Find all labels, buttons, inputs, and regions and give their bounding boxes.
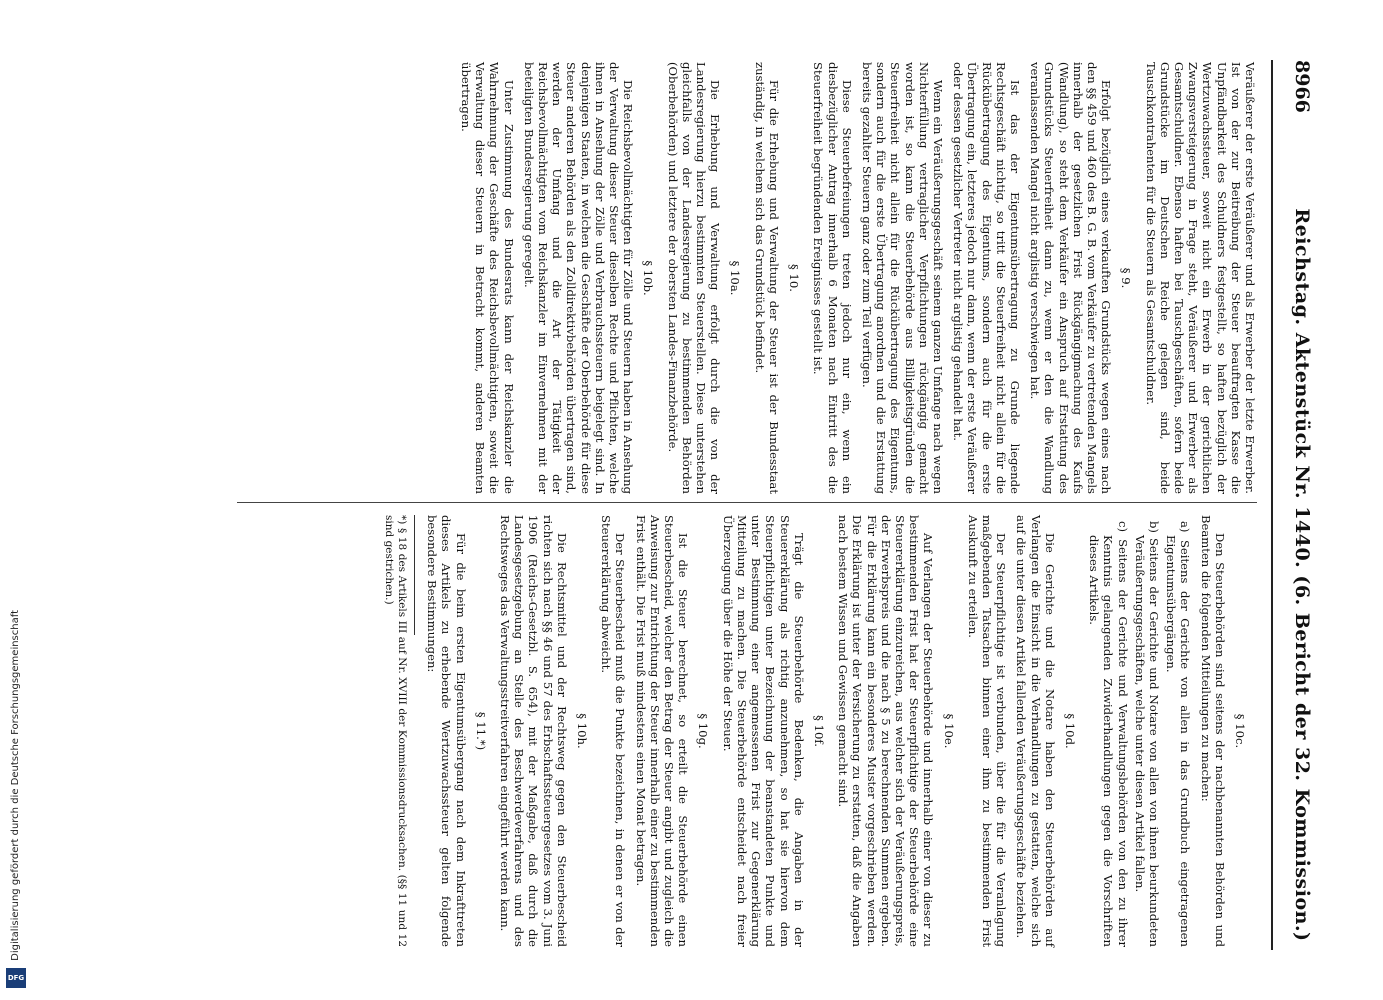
section-heading-10: § 10. bbox=[787, 264, 802, 292]
paragraph: Auf Verlangen der Steuerbehörde und innerhalb einer von dieser zu bestimmenden Frist hat der Steuerpflichtige der Steuerbehörde eine Steuererklärung einzureichen, aus welcher sich der Veräußerungspreis, der Erwerbspreis und die nach § 5 zu berechnenden Summen ergeben. Für die Erklärung kann ein besonderes Muster vorgeschrieben werden. Die Erklärung ist unter der Versicherung zu erstatten, daß die Angaben nach bestem Wissen und Gewissen gemacht sind. bbox=[836, 515, 936, 947]
paragraph: Trägt die Steuerbehörde Bedenken, die Angaben in der Steuererklärung als richtig anzunehmen, so hat sie hiervon dem Steuerpflichtigen unter Bezeichnung der beanstandeten Punkte und unter Bestimmung einer angemessenen Frist zur Gegenerklärung Mitteilung zu machen. Die Steuerbehörde entscheidet nach freier Überzeugung über die Höhe der Steuer. bbox=[720, 515, 806, 947]
left-column bbox=[453, 62, 1257, 494]
paragraph: Diese Steuerbefreiungen treten jedoch nur ein, wenn ein diesbezüglicher Antrag innerhalb 6 Monaten nach Eintritt des die Steuerfreiheit begründenden Ereignisses gestellt ist. bbox=[811, 62, 854, 494]
section-heading-10h: § 10h. bbox=[575, 713, 590, 749]
paragraph: Die Erhebung und Verwaltung erfolgt durch die von der Landesregierung hierzu bestimmten Steuerstellen. Diese unterstehen gleichfalls von der Landesregierung zu bestimmenden Behörden (Oberbehörden) und letztere der obersten Landes-Finanzbehörde. bbox=[665, 62, 723, 494]
section-heading-9: § 9. bbox=[1119, 267, 1134, 289]
paragraph: Die Gerichte und die Notare haben den Steuerbehörden auf Verlangen die Einsicht in die Verhandlungen zu gestatten, welche sich auf die unter diesen Artikel fallenden Veräußerungsgeschäfte beziehen. bbox=[1014, 515, 1057, 947]
section-heading-10a: § 10a. bbox=[728, 260, 743, 296]
dfg-logo: DFG bbox=[6, 968, 26, 988]
paragraph: Ist die Steuer berechnet, so erteilt die Steuerbehörde einen Steuerbescheid, welcher den Betrag der Steuer angibt und zugleich die Anweisung zur Entrichtung der Steuer innerhalb einer zu bestimmenden Frist enthält. Die Frist muß mindestens einen Monat betragen. bbox=[633, 515, 691, 947]
paragraph: Für die Erhebung und Verwaltung der Steuer ist der Bundesstaat zuständig, in welchem sich das Grundstück befindet. bbox=[752, 62, 781, 494]
list-item: c) Seitens der Gerichte und Verwaltungsbehörden von den zu ihrer Kenntnis gelangenden Zuwiderhandlungen gegen die Vorschriften dieses Artikels. bbox=[1087, 521, 1130, 947]
page-number: 8966 bbox=[1291, 60, 1313, 113]
section-heading-11: § 11.*) bbox=[473, 711, 488, 751]
paragraph: Ist das der Eigentumsübertragung zu Grunde liegende Rechtsgeschäft nichtig, so tritt die Steuerfreiheit nicht allein für die Rückübertragung des Eigentums, sondern auch für die erste Übertragung ein, letzteres jedoch nur dann, wenn der erste Veräußerer oder dessen gesetzlicher Vertreter nicht arglistig gehandelt hat. bbox=[951, 62, 1022, 494]
paragraph: Der Steuerpflichtige ist verbunden, über die für die Veranlagung maßgebenden Tatsachen binnen einer ihm zu bestimmenden Frist Auskunft zu erteilen. bbox=[965, 515, 1009, 947]
footnote-rule bbox=[414, 515, 415, 635]
paragraph: Der Steuerbescheid muß die Punkte bezeichnen, in denen er von der Steuererklärung abweicht. bbox=[599, 515, 628, 947]
list-item: a) Seitens der Gerichte von allen in das Grundbuch eingetragenen Eigentumsübergängen. bbox=[1164, 521, 1193, 947]
paragraph: Veräußerer der erste Veräußerer und als Erwerber der letzte Erwerber. Ist von der zur Beitreibung der Steuer beauftragten Kasse die Unpfändbarkeit des Schuldners festgestellt, so haften bezüglich der Wertzuwachssteuer, soweit nicht ein Erwerb in der gerichtlichen Zwangsversteigerung in Frage steht, Veräußerer und Erwerber als Gesamtschuldner. Ebenso haften bei Tauschgeschäften, sofern beide Grundstücke im Deutschen Reiche gelegen sind, beide Tauschkontrahenten für die Steuern als Gesamtschuldner. bbox=[1143, 62, 1257, 494]
section-heading-10g: § 10g. bbox=[696, 713, 711, 749]
running-title: Reichstag. Aktenstück Nr. 1440. (6. Bericht der 32. Kommission.) bbox=[1291, 208, 1313, 942]
paragraph: Für die beim ersten Eigentumsübergang nach dem Inkrafttreten dieses Artikels zu erhebende Wertzuwachssteuer gelten folgende besondere Bestimmungen: bbox=[425, 515, 468, 947]
paragraph: Die Rechtsmittel und der Rechtsweg gegen den Steuerbescheid richten sich nach §§ 46 und 57 des Erbschaftssteuergesetzes vom 3. Juni 1906 (Reichs-Gesetzbl. S. 654), mit der Maßgabe, daß durch die Landesgesetzgebung an Stelle des Beschwerdeverfahrens und des Rechtsweges das Verwaltungsstreitverfahren eingeführt werden kann. bbox=[498, 515, 569, 947]
section-heading-10b: § 10b. bbox=[641, 260, 656, 296]
column-divider bbox=[237, 502, 1257, 503]
section-heading-10f: § 10f. bbox=[811, 715, 826, 747]
page-header bbox=[1281, 60, 1321, 950]
header-rule bbox=[1271, 60, 1273, 950]
footnote: *) § 18 des Artikels III auf Nr. XVIII der Kommissionsdrucksachen. (§§ 11 und 12 sind gestrichen.) bbox=[383, 515, 409, 947]
section-heading-10d: § 10d. bbox=[1062, 713, 1077, 749]
paragraph: Die Reichsbevollmächtigten für Zölle und Steuern haben in Ansehung der Verwaltung dieser Steuer dieselben Rechte und Pflichten, welche ihnen in Ansehung der Zölle und Verbrauchssteuern beigelegt sind. In denjenigen Staaten, in welchen die Geschäfte der Oberbehörde für diese Steuer anderen Behörden als den Zolldirektivbehörden übertragen sind, werden der Umfang und die Art der Tätigkeit der Reichsbevollmächtigten vom Reichskanzler im Einvernehmen mit der beteiligten Bundesregierung geregelt. bbox=[521, 62, 636, 494]
paragraph: Erfolgt bezüglich eines verkauften Grundstücks wegen eines nach den §§ 459 und 460 des B. G. B. vom Verkäufer zu vertretenden Mangels innerhalb der gesetzlichen Frist Rückgängigmachung des Kaufs (Wandlung), so steht dem Verkäufer ein Anspruch auf Erstattung des Grundstücks Steuerfreiheit dann zu, wenn er den die Wandlung veranlassenden Mangel nicht arglistig verschwiegen hat. bbox=[1028, 62, 1114, 494]
paragraph: Unter Zustimmung des Bundesrats kann der Reichskanzler die Wahrnehmung der Geschäfte des Reichsbevollmächtigten, soweit die Verwaltung dieser Steuern in Betracht kommt, anderen Beamten übertragen. bbox=[459, 62, 516, 494]
section-heading-10c: § 10c. bbox=[1233, 713, 1247, 749]
right-column bbox=[376, 515, 1257, 947]
digitization-credit: Digitalisierung gefördert durch die Deutsche Forschungsgemeinschaft bbox=[10, 610, 21, 961]
paragraph: Den Steuerbehörden sind seitens der nachbenannten Behörden und Beamten die folgenden Mitteilungen zu machen: bbox=[1198, 515, 1227, 947]
list-item: b) Seitens der Gerichte und Notare von allen von ihnen beurkundeten Veräußerungsgeschäften, welche unter diesen Artikel fallen. bbox=[1132, 521, 1161, 947]
paragraph: Wenn ein Veräußerungsgeschäft seinem ganzen Umfange nach wegen Nichterfüllung vertraglicher Verpflichtungen rückgängig gemacht worden ist, so kann die Steuerbehörde aus Billigkeitsgründen die Steuerfreiheit nicht allein für die Rückübertragung des Eigentums, sondern auch für die erste Übertragung anordnen und die Erstattung bereits gezahlter Steuern ganz oder zum Teil verfügen. bbox=[859, 62, 945, 494]
section-heading-10e: § 10e. bbox=[941, 713, 956, 749]
